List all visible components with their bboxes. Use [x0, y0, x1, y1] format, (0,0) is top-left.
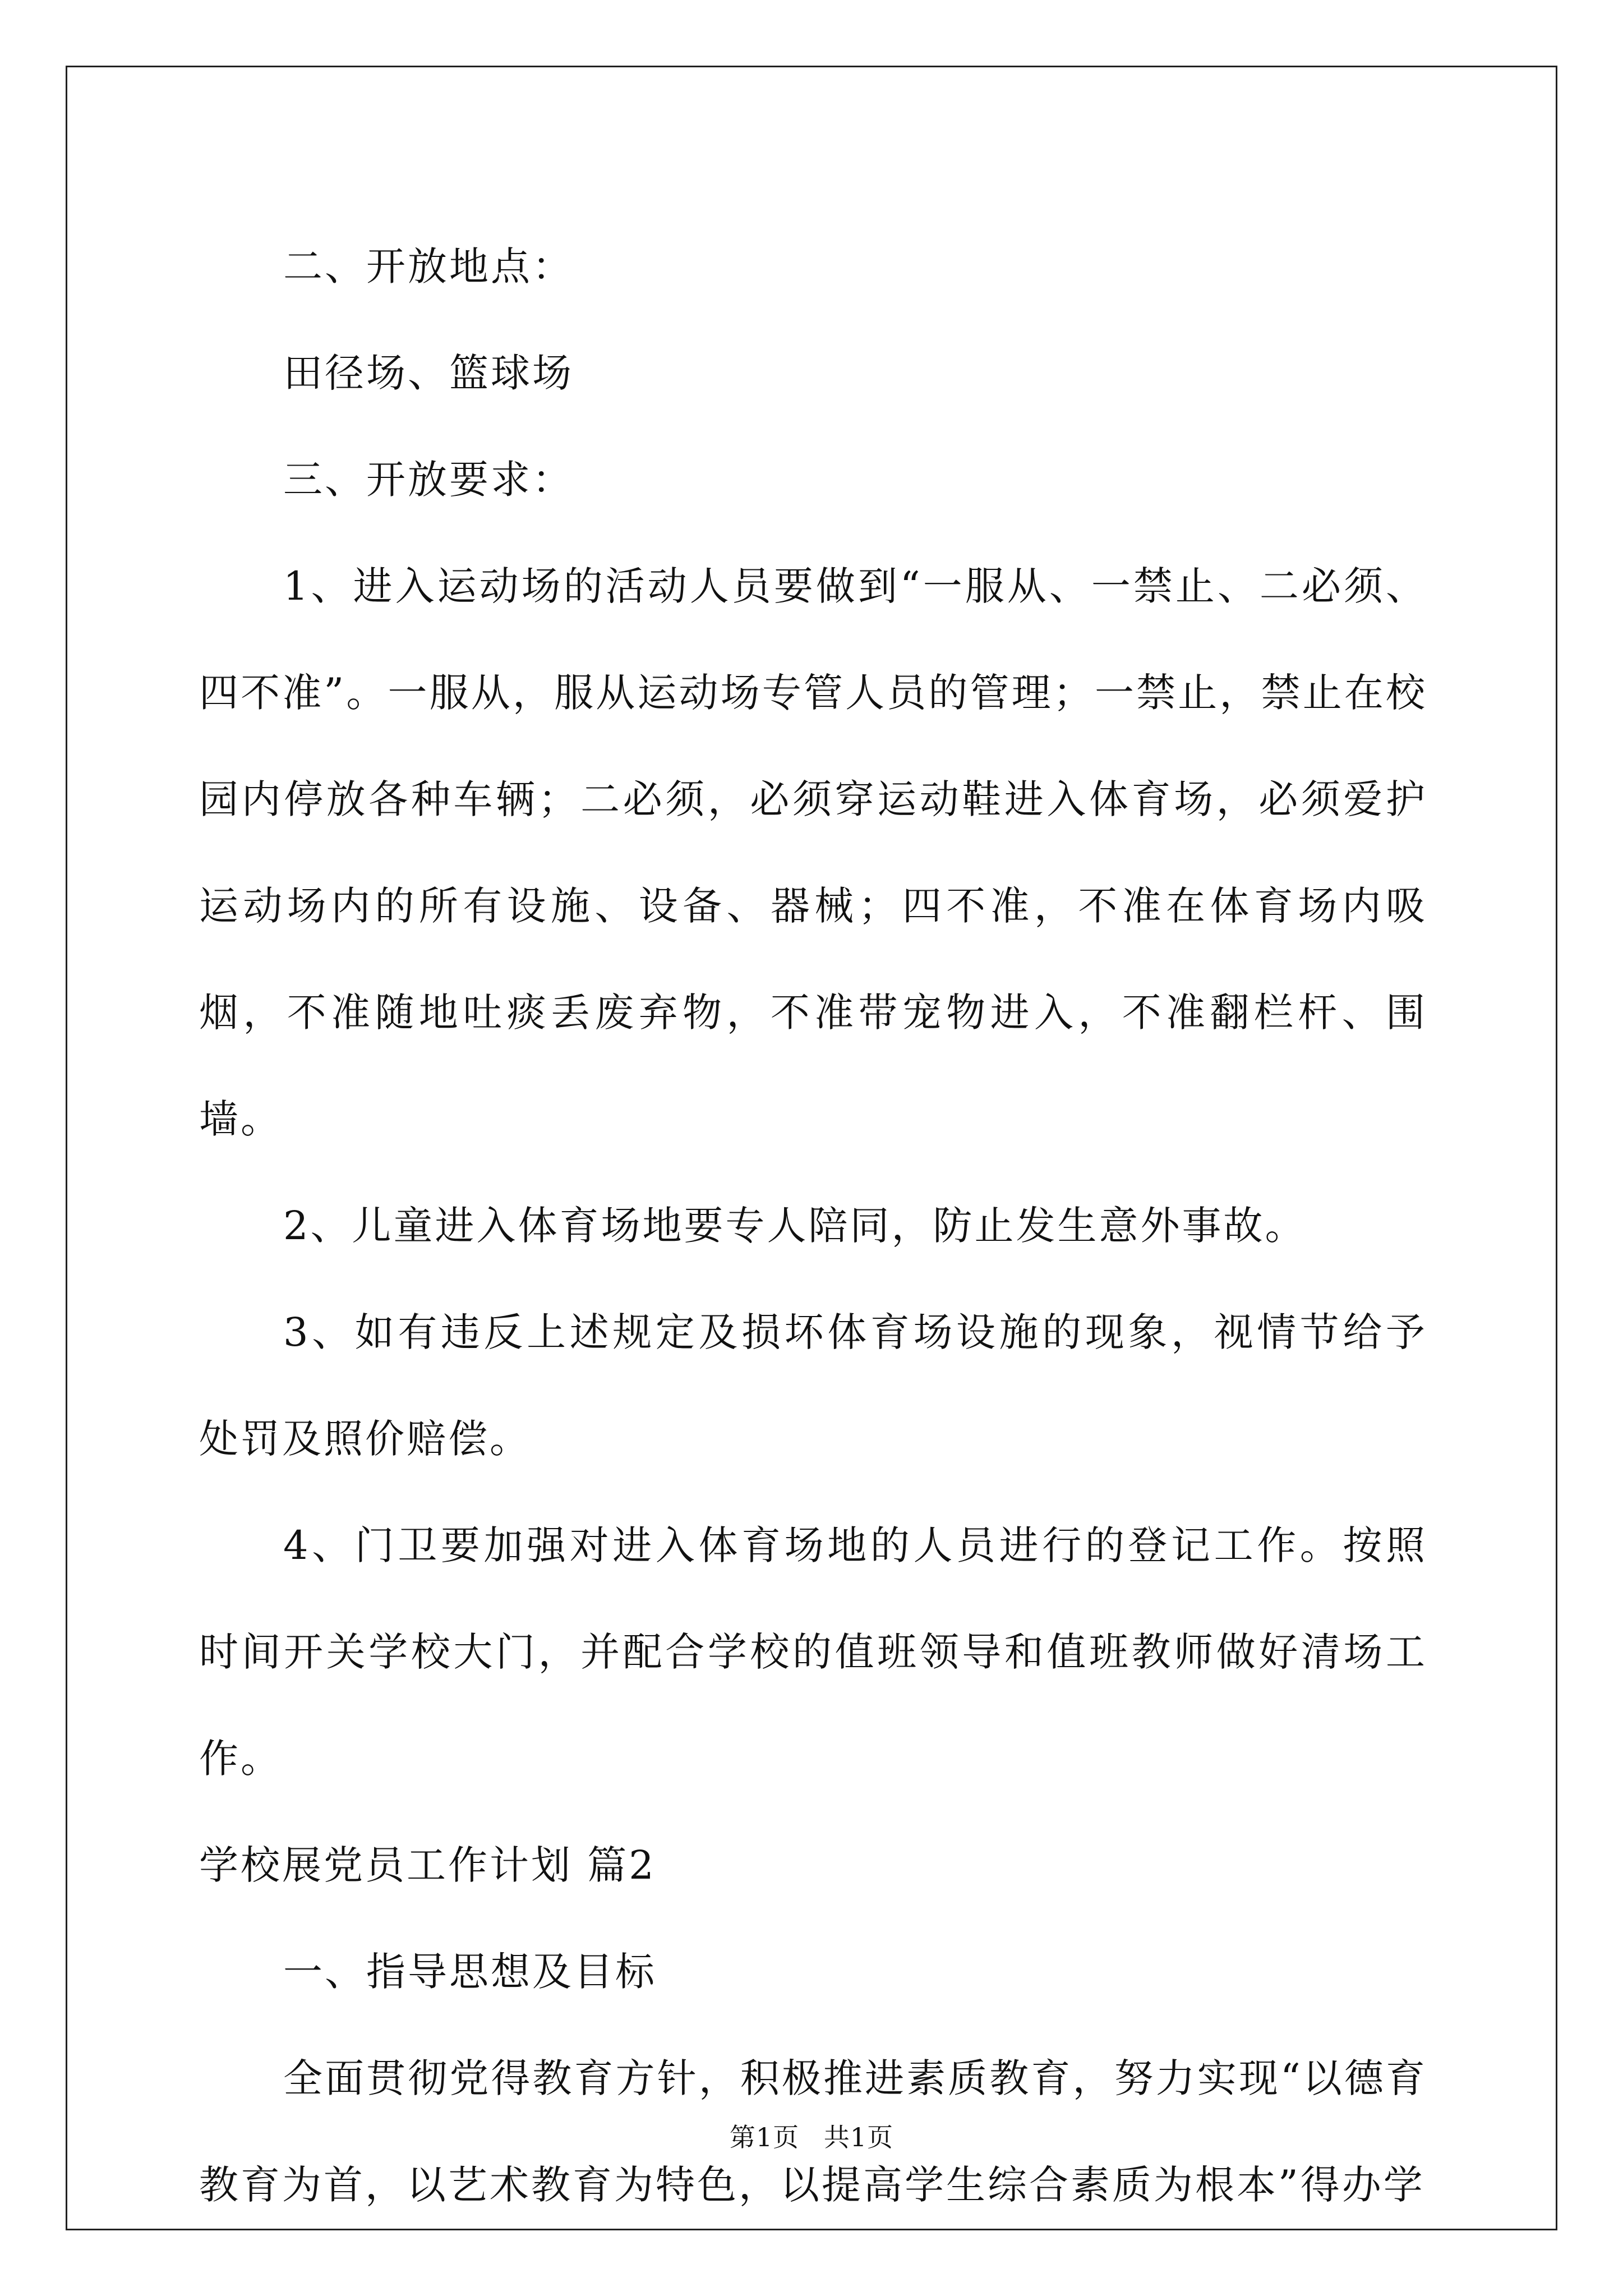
page-footer — [0, 2120, 1623, 2154]
guiding-ideology-text: 全面贯彻党得教育方针，积极推进素质教育，努力实现“以德育教育为首，以艺术教育为特色，以提高学生综合素质为根本”得办学 — [199, 2055, 1427, 2208]
section-heading-guiding-ideology: 一、指导思想及目标 — [283, 1949, 657, 1995]
requirement-item-4: 4、门卫要加强对进入体育场地的人员进行的登记工作。按照时间开关学校大门，并配合学校的值班领导和值班教师做好清场工作。 — [199, 1522, 1427, 1782]
document-body — [199, 213, 1427, 2238]
page-number-current: 第1页 — [729, 2122, 800, 2152]
requirement-item-1: 1、进入运动场的活动人员要做到“一服从、一禁止、二必须、四不准”。一服从，服从运动场专管人员的管理；一禁止，禁止在校园内停放各种车辆；二必须，必须穿运动鞋进入体育场，必须爱护运动场内的所有设施、设备、器械；四不准，不准在体育场内吸烟，不准随地吐痰丢废弃物，不准带宠物进入，不准翻栏杆、围墙。 — [199, 563, 1427, 1142]
page-number-total: 共1页 — [823, 2122, 894, 2152]
section-heading-requirements: 三、开放要求： — [283, 457, 574, 503]
section-heading-location: 二、开放地点： — [283, 243, 574, 289]
article-title: 学校展党员工作计划 篇2 — [199, 1842, 656, 1888]
requirement-item-2: 2、儿童进入体育场地要专人陪同，防止发生意外事故。 — [283, 1203, 1307, 1249]
requirement-item-3: 3、如有违反上述规定及损坏体育场设施的现象，视情节给予处罚及照价赔偿。 — [199, 1309, 1427, 1462]
location-text: 田径场、篮球场 — [283, 350, 574, 396]
